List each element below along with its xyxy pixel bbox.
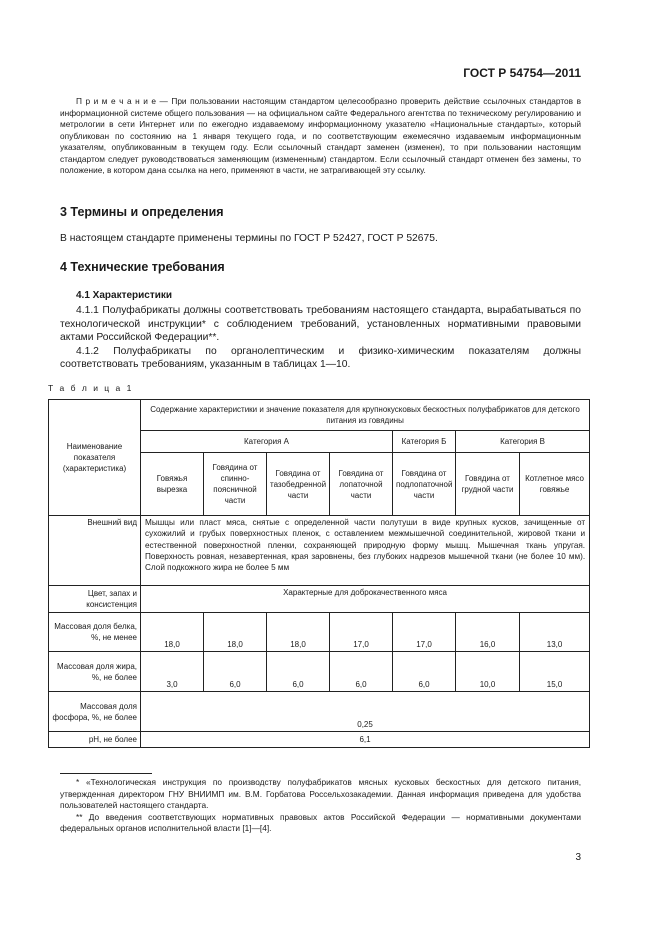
row-label-color: Цвет, запах и консистенция xyxy=(49,586,141,613)
section-3-text: В настоящем стандарте применены термины по ГОСТ Р 52427, ГОСТ Р 52675. xyxy=(60,233,438,244)
category-b-header: Категория Б xyxy=(393,431,456,453)
param-header: Наименование показателя (характеристика) xyxy=(49,400,141,516)
protein-value: 17,0 xyxy=(393,613,456,652)
fat-value: 10,0 xyxy=(456,652,520,692)
protein-value: 13,0 xyxy=(520,613,590,652)
column-header: Говядина от подлопаточной части xyxy=(393,453,456,516)
fat-value: 6,0 xyxy=(393,652,456,692)
column-header: Говяжья вырезка xyxy=(141,453,204,516)
fat-value: 6,0 xyxy=(330,652,393,692)
fat-value: 15,0 xyxy=(520,652,590,692)
characteristics-table xyxy=(48,399,590,748)
section-4-heading: 4 Технические требования xyxy=(60,260,225,274)
row-label-appearance: Внешний вид xyxy=(49,516,141,586)
row-label-protein: Массовая доля белка, %, не менее xyxy=(49,613,141,652)
protein-value: 18,0 xyxy=(267,613,330,652)
footnote-2: ** До введения соответствующих нормативных правовых актов Российской Федерации — нормативными документами федеральных органов исполнительной власти [1]—[4]. xyxy=(60,811,581,834)
row-label-fat: Массовая доля жира, %, не более xyxy=(49,652,141,692)
appearance-description: Мышцы или пласт мяса, снятые с определенной части полутуши в виде крупных кусков, зачищенные от сухожилий и грубых поверхностных пленок, с оставлением межмышечной соединительной, жировой ткани и естественной поверхностной пленки, сохраняющей природную форму мышц. Мышечная ткань упругая. Поверхность ровная, незавертенная, края заровнены, без глубоких надрезов мышечной ткани (не более 10 мм). Слой подкожного жира не более 5 мм xyxy=(141,516,590,586)
column-header: Говядина от тазобедренной части xyxy=(267,453,330,516)
fat-value: 6,0 xyxy=(204,652,267,692)
column-header: Говядина от спинно-поясничной части xyxy=(204,453,267,516)
note-text: П р и м е ч а н и е — При пользовании настоящим стандартом целесообразно проверить действие ссылочных стандартов в информационной системе общего пользования — на официальном сайте Федерального агентства по техническому регулированию и метрологии в сети Интернет или по ежегодно издаваемому информационному указателю «Национальные стандарты», который опубликован по состоянию на 1 января текущего года, и по соответствующим ежемесячно издаваемым информационным указателям, опубликованным в текущем году. Если ссылочный стандарт заменен (изменен), то при пользовании настоящим стандартом следует руководствоваться заменяющим (измененным) стандартом. Если ссылочный стандарт отменен без замены, то положение, в котором дана ссылка на него, применяют в части, не затрагивающей эту ссылку. xyxy=(60,96,581,176)
ph-value: 6,1 xyxy=(141,732,590,748)
protein-value: 18,0 xyxy=(204,613,267,652)
section-4-body xyxy=(60,304,581,372)
category-a-header: Категория А xyxy=(141,431,393,453)
column-header: Котлетное мясо говяжье xyxy=(520,453,590,516)
protein-value: 18,0 xyxy=(141,613,204,652)
paragraph-4-1-2: 4.1.2 Полуфабрикаты по органолептическим и физико-химическим показателям должны соответствовать требованиям, указанным в таблицах 1—10. xyxy=(60,345,581,370)
reference-note xyxy=(60,96,581,177)
row-label-phosphorus: Массовая доля фосфора, %, не более xyxy=(49,692,141,732)
column-header: Говядина от грудной части xyxy=(456,453,520,516)
phosphorus-value: 0,25 xyxy=(141,692,590,732)
fat-value: 3,0 xyxy=(141,652,204,692)
page-number: 3 xyxy=(575,852,581,863)
footnotes xyxy=(60,777,581,835)
footnote-1: * «Технологическая инструкция по производству полуфабрикатов мясных кусковых бескостных для детского питания, утвержденная директором ГНУ ВНИИМП им. В.М. Горбатова Россельхозакадемии. Данная информация приведена для удобства пользователей настоящего стандарта. xyxy=(60,777,581,811)
footnote-divider xyxy=(60,773,152,774)
protein-value: 17,0 xyxy=(330,613,393,652)
fat-value: 6,0 xyxy=(267,652,330,692)
subsection-4-1-heading: 4.1 Характеристики xyxy=(76,290,173,301)
row-label-ph: рН, не более xyxy=(49,732,141,748)
column-header: Говядина от лопаточной части xyxy=(330,453,393,516)
protein-value: 16,0 xyxy=(456,613,520,652)
document-header: ГОСТ Р 54754—2011 xyxy=(463,66,581,80)
table-caption: Т а б л и ц а 1 xyxy=(48,383,134,393)
color-description: Характерные для доброкачественного мяса xyxy=(141,586,590,613)
section-3-heading: 3 Термины и определения xyxy=(60,205,224,219)
category-v-header: Категория В xyxy=(456,431,590,453)
paragraph-4-1-1: 4.1.1 Полуфабрикаты должны соответствовать требованиям настоящего стандарта, вырабатываться по технологической инструкции* с соблюдением требований, установленных нормативными правовыми актами Российской Федерации**. xyxy=(60,305,581,343)
main-header: Содержание характеристики и значение показателя для крупнокусковых бескостных полуфабрикатов для детского питания из говядины xyxy=(141,400,590,431)
